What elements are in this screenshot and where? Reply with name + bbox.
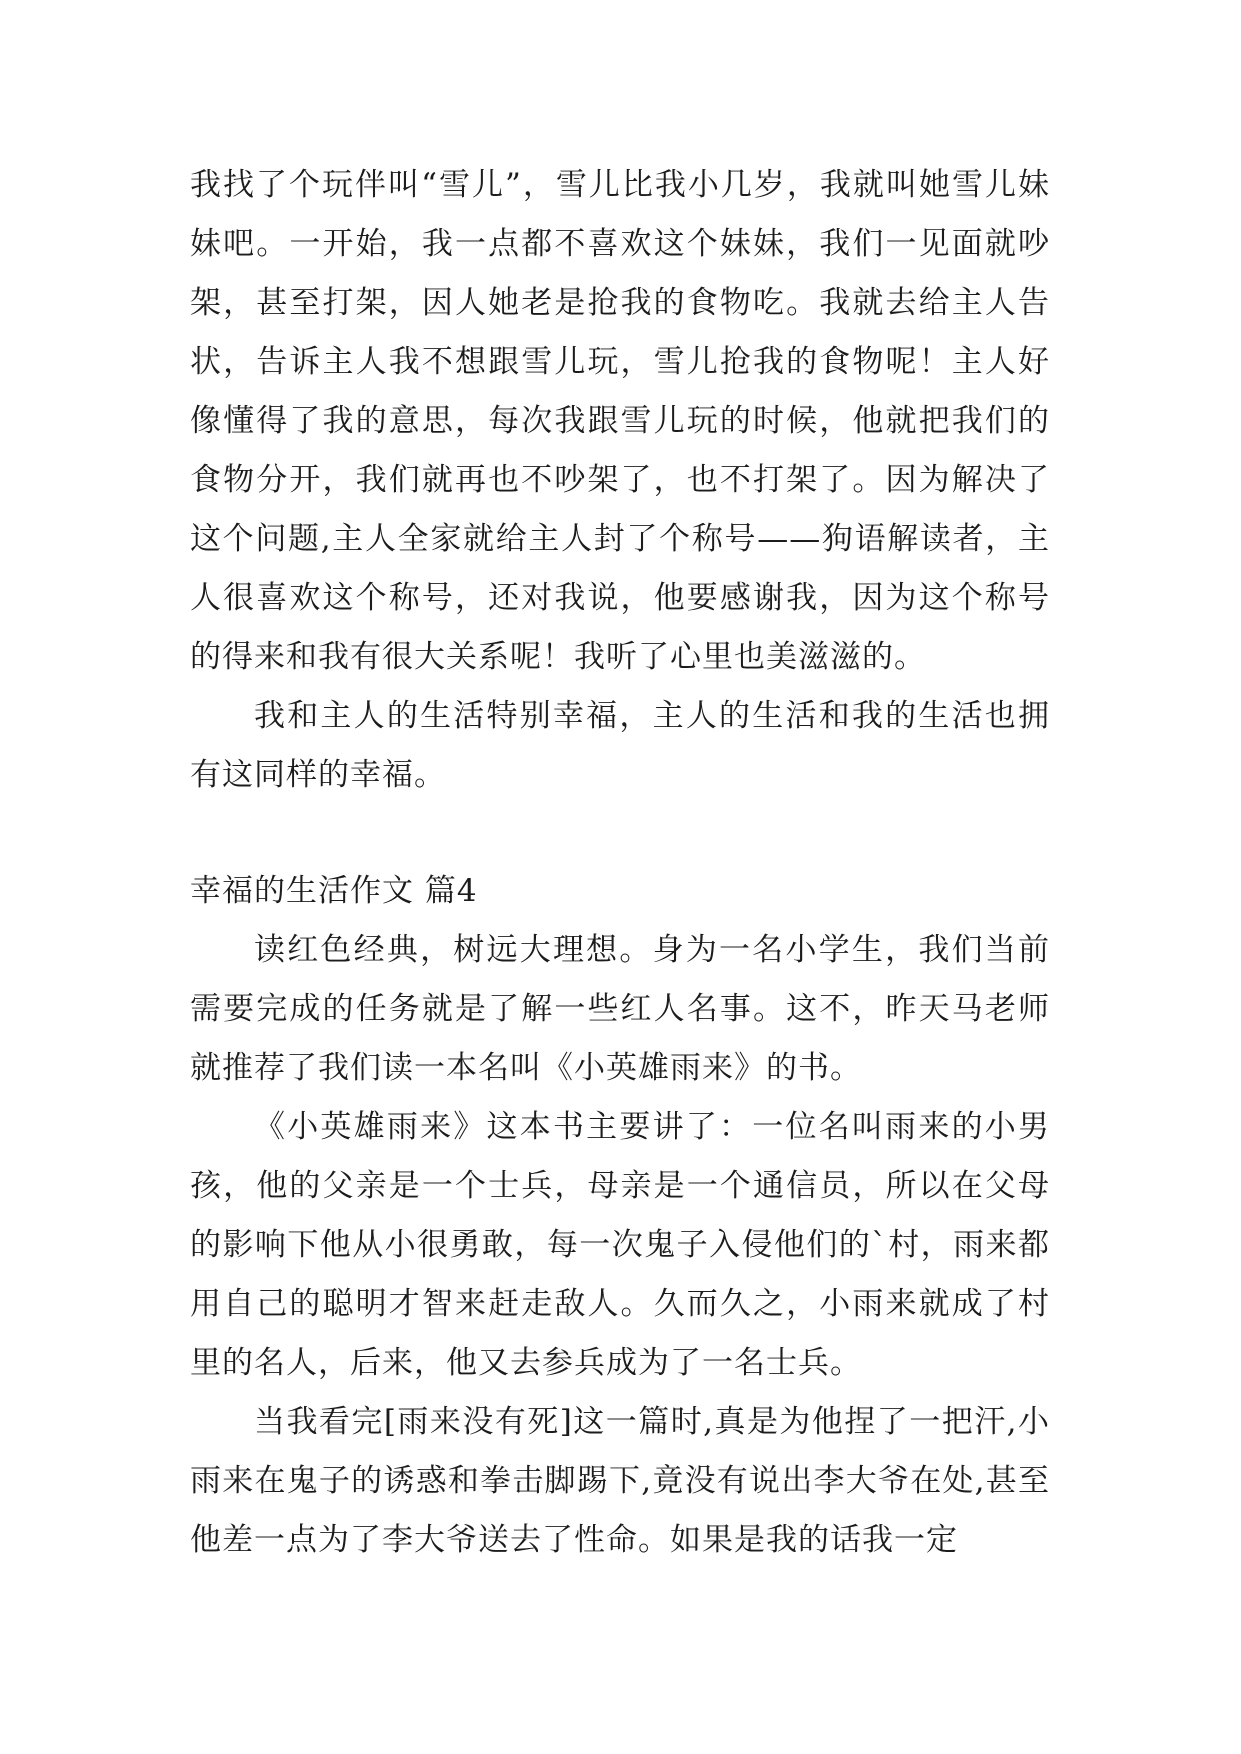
paragraph: 读红色经典，树远大理想。身为一名小学生，我们当前需要完成的任务就是了解一些红人名事。这不，昨天马老师就推荐了我们读一本名叫《小英雄雨来》的书。 <box>190 932 1050 1086</box>
section-heading: 幸福的生活作文 篇4 <box>190 873 478 909</box>
paragraph: 当我看完[雨来没有死]这一篇时,真是为他捏了一把汗,小雨来在鬼子的诱惑和拳击脚踢下,竟没有说出李大爷在处,甚至他差一点为了李大爷送去了性命。如果是我的话我一定 <box>190 1404 1050 1558</box>
paragraph: 我和主人的生活特别幸福，主人的生活和我的生活也拥有这同样的幸福。 <box>190 698 1050 793</box>
paragraph: 《小英雄雨来》这本书主要讲了：一位名叫雨来的小男孩，他的父亲是一个士兵，母亲是一个通信员，所以在父母的影响下他从小很勇敢，每一次鬼子入侵他们的`村，雨来都用自己的聪明才智来赶走敌人。久而久之，小雨来就成了村里的名人，后来，他又去参兵成为了一名士兵。 <box>190 1109 1050 1381</box>
paragraph-continued: 我找了个玩伴叫“雪儿”，雪儿比我小几岁，我就叫她雪儿妹妹吧。一开始，我一点都不喜欢这个妹妹，我们一见面就吵架，甚至打架，因人她老是抢我的食物吃。我就去给主人告状，告诉主人我不想跟雪儿玩，雪儿抢我的食物呢！主人好像懂得了我的意思，每次我跟雪儿玩的时候，他就把我们的食物分开，我们就再也不吵架了，也不打架了。因为解决了这个问题,主人全家就给主人封了个称号——狗语解读者，主人很喜欢这个称号，还对我说，他要感谢我，因为这个称号的得来和我有很大关系呢！我听了心里也美滋滋的。 <box>190 167 1050 675</box>
document-body <box>190 156 1050 1570</box>
